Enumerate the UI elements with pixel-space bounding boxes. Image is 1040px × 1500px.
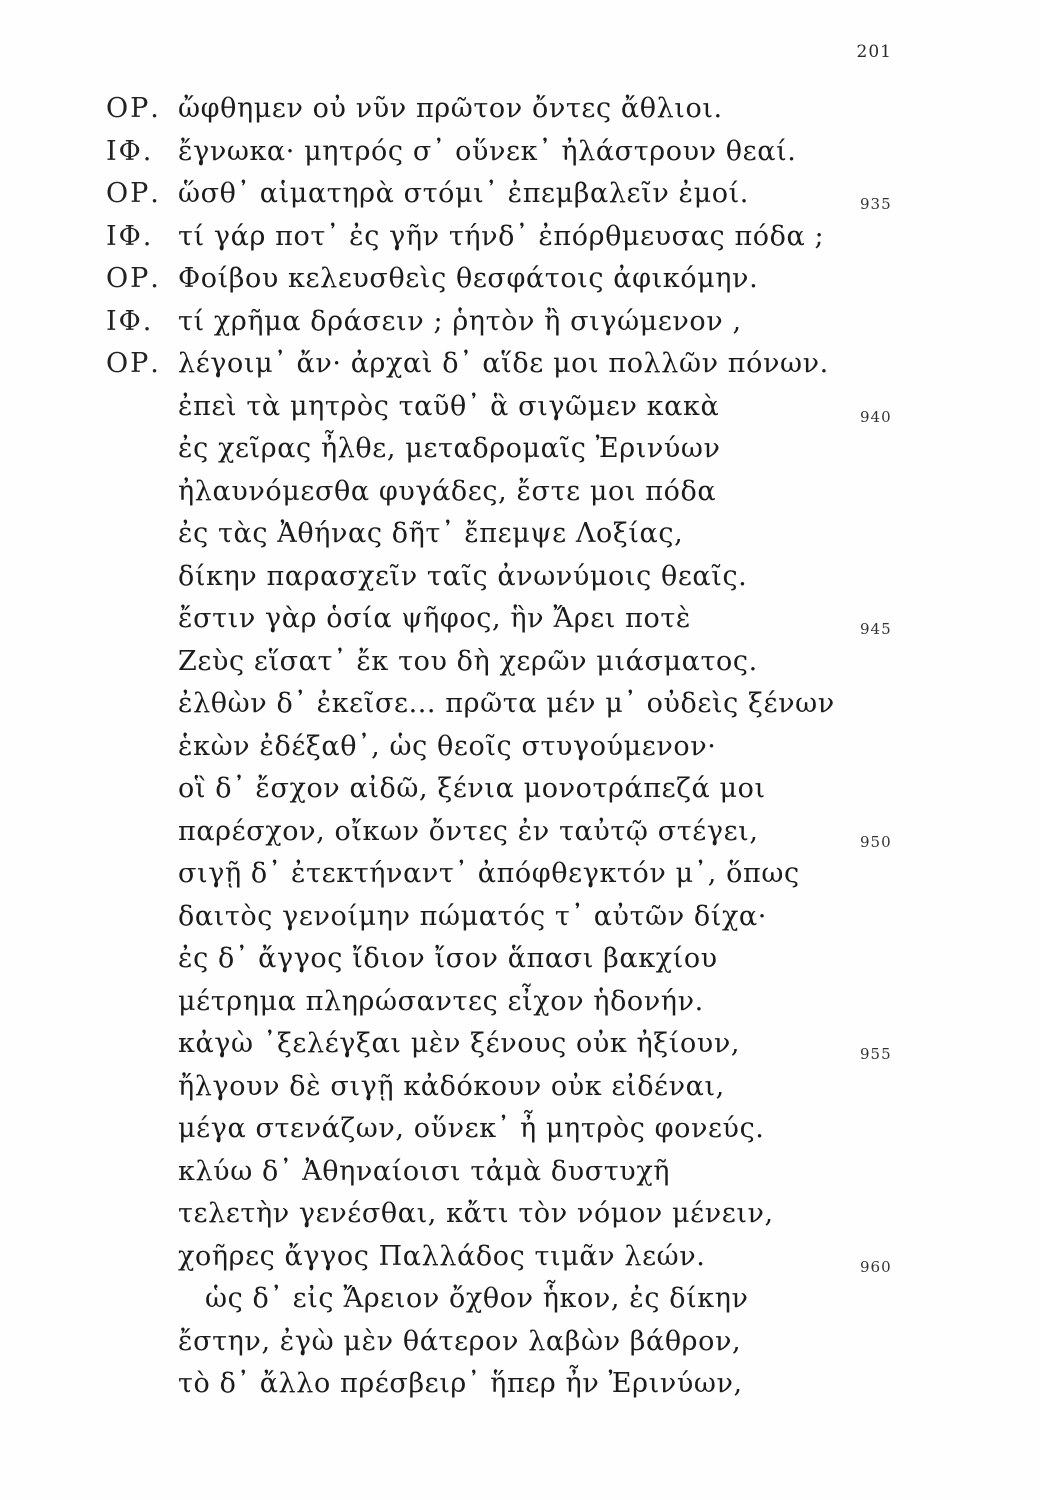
speaker-label: ΙΦ. <box>106 305 154 337</box>
verse-text: σιγῇ δ᾽ ἐτεκτήναντ᾽ ἀπόφθεγκτόν μ᾽, ὅπως <box>178 858 800 889</box>
verse-text: ἑκὼν ἐδέξαθ᾽, ὡς θεοῖς στυγούμενον· <box>178 730 717 762</box>
verse-line <box>0 471 1040 514</box>
verse-text: τί χρῆμα δράσειν ; ῥητὸν ἢ σιγώμενον , <box>178 305 742 337</box>
verse-line <box>0 811 1040 854</box>
verse-text: δίκην παρασχεῖν ταῖς ἀνωνύμοις θεαῖς. <box>178 560 748 592</box>
verse-text: ἔγνωκα· μητρός σ᾽ οὕνεκ᾽ ἠλάστρουν θεαί. <box>178 135 797 167</box>
verse-text: ὥσθ᾽ αἱματηρὰ στόμι᾽ ἐπεμβαλεῖν ἐμοί. <box>178 178 749 209</box>
verse-line <box>0 428 1040 471</box>
verse-text: ἐς χεῖρας ἦλθε, μεταδρομαῖς Ἐρινύων <box>178 433 721 464</box>
verse-line <box>0 981 1040 1024</box>
verse-text: ἐλθὼν δ᾽ ἐκεῖσε... πρῶτα μέν μ᾽ οὐδεὶς ξένων <box>178 688 835 719</box>
verse-line <box>0 938 1040 981</box>
verse-text: λέγοιμ᾽ ἄν· ἀρχαὶ δ᾽ αἵδε μοι πολλῶν πόνων. <box>178 348 829 379</box>
verse-lines <box>0 88 1040 1406</box>
verse-text: ὡς δ᾽ εἰς Ἄρειον ὄχθον ἧκον, ἐς δίκην <box>205 1283 749 1314</box>
verse-line <box>0 598 1040 641</box>
page-number: 201 <box>856 42 892 62</box>
verse-line <box>0 173 1040 216</box>
verse-text: ἐς δ᾽ ἄγγος ἴδιον ἴσον ἅπασι βακχίου <box>178 943 718 974</box>
verse-line <box>0 1363 1040 1406</box>
verse-text: Ζεὺς εἵσατ᾽ ἔκ του δὴ χερῶν μιάσματος. <box>178 645 758 677</box>
line-number: 960 <box>860 1257 892 1276</box>
line-number: 955 <box>860 1045 892 1063</box>
verse-text: χοῆρες ἄγγος Παλλάδος τιμᾶν λεών. <box>178 1240 706 1272</box>
verse-line <box>0 1321 1040 1364</box>
verse-line <box>0 1278 1040 1321</box>
verse-line <box>0 343 1040 386</box>
verse-line <box>0 131 1040 174</box>
verse-line <box>0 513 1040 556</box>
verse-line <box>0 1193 1040 1236</box>
speaker-label: ΟΡ. <box>106 178 161 209</box>
verse-text: ἔστιν γὰρ ὁσία ψῆφος, ἣν Ἄρει ποτὲ <box>178 603 691 634</box>
speaker-label: ΙΦ. <box>106 220 154 252</box>
verse-text: τί γάρ ποτ᾽ ἐς γῆν τήνδ᾽ ἐπόρθμευσας πόδα ; <box>178 220 825 252</box>
verse-line <box>0 896 1040 939</box>
verse-line <box>0 1151 1040 1194</box>
verse-text: οἳ δ᾽ ἔσχον αἰδῶ, ξένια μονοτράπεζά μοι <box>178 773 766 804</box>
verse-line <box>0 1236 1040 1279</box>
verse-text: ἔστην, ἐγὼ μὲν θάτερον λαβὼν βάθρον, <box>178 1325 742 1357</box>
line-number: 935 <box>860 195 892 213</box>
verse-text: μέτρημα πληρώσαντες εἶχον ἡδονήν. <box>178 985 704 1017</box>
verse-text: μέγα στενάζων, οὕνεκ᾽ ἦ μητρὸς φονεύς. <box>178 1113 765 1144</box>
verse-line <box>0 683 1040 726</box>
verse-text: τελετὴν γενέσθαι, κἄτι τὸν νόμον μένειν, <box>178 1198 774 1229</box>
speaker-label: ΟΡ. <box>106 263 161 294</box>
verse-line <box>0 1066 1040 1109</box>
verse-text: παρέσχον, οἴκων ὄντες ἐν ταὐτῷ στέγει, <box>178 815 759 847</box>
verse-line <box>0 216 1040 259</box>
verse-line <box>0 1023 1040 1066</box>
verse-line <box>0 726 1040 769</box>
verse-text: κλύω δ᾽ Ἀθηναίοισι τἀμὰ δυστυχῆ <box>178 1155 671 1187</box>
verse-line <box>0 386 1040 429</box>
speaker-label: ΟΡ. <box>106 93 161 124</box>
verse-text: τὸ δ᾽ ἄλλο πρέσβειρ᾽ ἥπερ ἦν Ἐρινύων, <box>178 1368 743 1399</box>
speaker-label: ΟΡ. <box>106 348 161 379</box>
verse-line <box>0 1108 1040 1151</box>
verse-line <box>0 641 1040 684</box>
verse-text: ἐς τὰς Ἀθήνας δῆτ᾽ ἔπεμψε Λοξίας, <box>178 518 684 549</box>
verse-text: ἤλγουν δὲ σιγῇ κἀδόκουν οὐκ εἰδέναι, <box>178 1070 725 1102</box>
verse-line <box>0 88 1040 131</box>
line-number: 945 <box>860 620 892 638</box>
verse-line <box>0 853 1040 896</box>
speaker-label: ΙΦ. <box>106 135 154 167</box>
verse-text: ὤφθημεν οὐ νῦν πρῶτον ὄντες ἄθλιοι. <box>178 93 723 124</box>
verse-line <box>0 556 1040 599</box>
verse-line <box>0 301 1040 344</box>
verse-text: ἠλαυνόμεσθα φυγάδες, ἔστε μοι πόδα <box>178 475 717 507</box>
verse-text: δαιτὸς γενοίμην πώματός τ᾽ αὐτῶν δίχα· <box>178 900 767 932</box>
verse-text: ἐπεὶ τὰ μητρὸς ταῦθ᾽ ἃ σιγῶμεν κακὰ <box>178 390 720 422</box>
line-number: 940 <box>860 407 892 426</box>
verse-text: Φοίβου κελευσθεὶς θεσφάτοις ἀφικόμην. <box>178 263 759 294</box>
verse-line <box>0 258 1040 301</box>
line-number: 950 <box>860 832 892 851</box>
verse-line <box>0 768 1040 811</box>
verse-text: κἀγὼ ᾽ξελέγξαι μὲν ξένους οὐκ ἠξίουν, <box>178 1028 741 1059</box>
